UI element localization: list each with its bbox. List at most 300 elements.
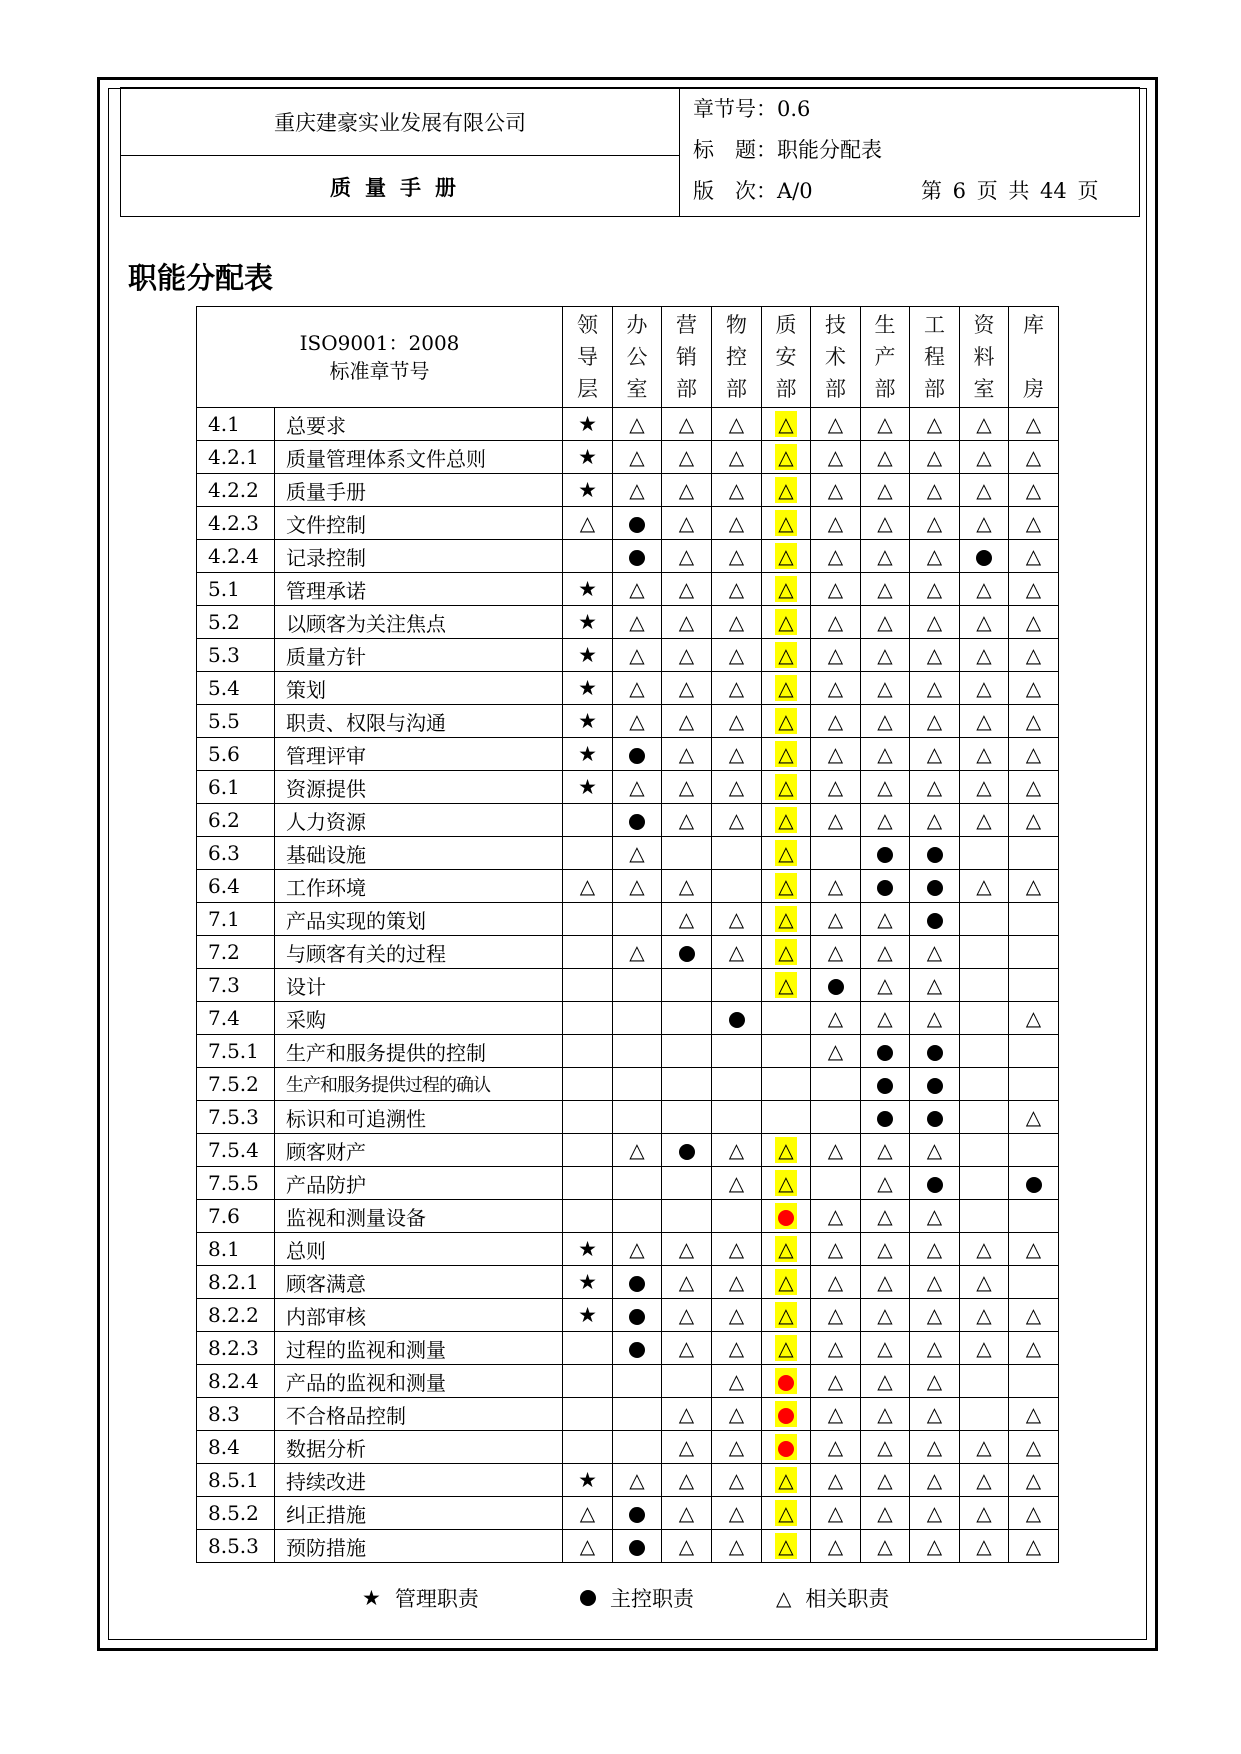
triangle-icon: △ [629, 676, 645, 700]
clause-number: 5.6 [197, 738, 275, 771]
responsibility-cell [861, 507, 910, 540]
table-row [197, 507, 1059, 540]
responsibility-cell [563, 1332, 613, 1365]
filled-circle-icon [679, 1144, 695, 1160]
clause-name: 生产和服务提供过程的确认 [275, 1068, 563, 1101]
responsibility-cell [563, 705, 613, 738]
table-row [197, 606, 1059, 639]
responsibility-cell [762, 573, 811, 606]
responsibility-cell [861, 1398, 910, 1431]
triangle-icon: △ [877, 1402, 893, 1426]
responsibility-cell [712, 1101, 762, 1134]
triangle-icon: △ [877, 577, 893, 601]
filled-circle-icon [629, 1342, 645, 1358]
highlighted-triangle-icon: △ [775, 411, 797, 437]
responsibility-cell [811, 969, 861, 1002]
triangle-icon: △ [827, 940, 844, 964]
responsibility-cell [960, 1464, 1009, 1497]
responsibility-cell [712, 507, 762, 540]
responsibility-cell [613, 1101, 662, 1134]
triangle-icon: △ [877, 1435, 893, 1459]
responsibility-cell [1009, 936, 1059, 969]
responsibility-cell [662, 606, 712, 639]
responsibility-cell [861, 705, 910, 738]
responsibility-cell [1009, 540, 1059, 573]
responsibility-cell [910, 771, 960, 804]
responsibility-cell [910, 1497, 960, 1530]
responsibility-cell [662, 1365, 712, 1398]
responsibility-cell [861, 1530, 910, 1563]
red-circle-icon [778, 1375, 794, 1391]
responsibility-cell [662, 1002, 712, 1035]
triangle-icon: △ [1025, 1336, 1042, 1360]
triangle-icon: △ [827, 1039, 844, 1063]
highlighted-triangle-icon: △ [775, 1533, 797, 1559]
department-header-char [1009, 341, 1058, 373]
responsibility-cell [910, 936, 960, 969]
star-icon: ★ [578, 709, 597, 733]
responsibility-cell [613, 738, 662, 771]
triangle-icon: △ [678, 1303, 695, 1327]
filled-circle-icon [927, 880, 943, 896]
clause-name: 基础设施 [275, 837, 563, 870]
filled-circle-icon [877, 1111, 893, 1127]
responsibility-cell [762, 1365, 811, 1398]
highlighted-red-circle-icon [775, 1401, 797, 1427]
responsibility-cell [613, 408, 662, 441]
triangle-icon: △ [728, 511, 745, 535]
responsibility-cell [811, 870, 861, 903]
responsibility-cell [613, 1365, 662, 1398]
clause-number: 7.4 [197, 1002, 275, 1035]
star-icon: ★ [578, 643, 597, 667]
clause-number: 7.5.2 [197, 1068, 275, 1101]
table-row [197, 1002, 1059, 1035]
department-header-char: 质 [775, 313, 797, 337]
responsibility-cell [910, 1200, 960, 1233]
responsibility-cell [762, 507, 811, 540]
responsibility-cell [662, 540, 712, 573]
filled-circle-icon [927, 1078, 943, 1094]
clause-name: 过程的监视和测量 [275, 1332, 563, 1365]
triangle-icon: △ [728, 577, 745, 601]
responsibility-cell [960, 507, 1009, 540]
responsibility-cell [811, 1530, 861, 1563]
triangle-icon: △ [728, 676, 745, 700]
responsibility-cell [861, 639, 910, 672]
triangle-icon: △ [728, 742, 745, 766]
triangle-icon: △ [926, 445, 943, 469]
responsibility-cell [960, 870, 1009, 903]
responsibility-cell [712, 1398, 762, 1431]
triangle-icon: △ [1025, 478, 1042, 502]
triangle-icon: △ [728, 412, 745, 436]
responsibility-cell [613, 1530, 662, 1563]
responsibility-cell [811, 1101, 861, 1134]
triangle-icon: △ [976, 1534, 992, 1558]
responsibility-cell [861, 1134, 910, 1167]
highlighted-triangle-icon: △ [775, 1170, 797, 1196]
star-icon: ★ [578, 412, 597, 436]
clause-name: 产品实现的策划 [275, 903, 563, 936]
filled-circle-icon [629, 1276, 645, 1292]
responsibility-cell [811, 639, 861, 672]
responsibility-cell [861, 1101, 910, 1134]
department-header-char: 室 [973, 377, 995, 401]
table-row [197, 705, 1059, 738]
triangle-icon: △ [728, 709, 745, 733]
responsibility-cell [910, 1299, 960, 1332]
highlighted-triangle-icon: △ [775, 1137, 797, 1163]
table-row [197, 1266, 1059, 1299]
table-row [197, 540, 1059, 573]
responsibility-cell [712, 1299, 762, 1332]
department-header-char: 资 [973, 313, 995, 337]
responsibility-cell [563, 1002, 613, 1035]
triangle-icon: △ [728, 1138, 745, 1162]
responsibility-cell [613, 1332, 662, 1365]
highlighted-triangle-icon: △ [775, 477, 797, 503]
responsibility-cell [910, 969, 960, 1002]
responsibility-cell [563, 1068, 613, 1101]
department-header-char: 办 [626, 313, 648, 337]
clause-number: 5.2 [197, 606, 275, 639]
responsibility-cell [613, 540, 662, 573]
triangle-icon: △ [1025, 412, 1042, 436]
responsibility-cell [960, 441, 1009, 474]
department-header [712, 307, 762, 408]
triangle-icon: △ [728, 1336, 745, 1360]
legend-item-management [362, 1583, 479, 1613]
responsibility-cell [563, 1233, 613, 1266]
responsibility-cell [910, 474, 960, 507]
triangle-icon: △ [678, 544, 695, 568]
responsibility-cell [1009, 1365, 1059, 1398]
triangle-icon: △ [827, 1270, 844, 1294]
triangle-icon: △ [1025, 1237, 1042, 1261]
responsibility-cell [861, 969, 910, 1002]
version: 版 次：A/0 [693, 179, 813, 203]
triangle-icon: △ [678, 1336, 695, 1360]
clause-name: 不合格品控制 [275, 1398, 563, 1431]
responsibility-cell [762, 1464, 811, 1497]
triangle-icon: △ [1025, 775, 1042, 799]
responsibility-cell [910, 441, 960, 474]
triangle-icon: △ [877, 1468, 893, 1492]
triangle-icon: △ [877, 1138, 893, 1162]
responsibility-cell [712, 1266, 762, 1299]
responsibility-cell [811, 903, 861, 936]
highlighted-triangle-icon: △ [775, 609, 797, 635]
highlighted-triangle-icon: △ [775, 1302, 797, 1328]
filled-circle-icon [679, 946, 695, 962]
responsibility-cell [662, 507, 712, 540]
department-header-char: 部 [775, 377, 797, 401]
responsibility-cell [960, 573, 1009, 606]
responsibility-cell [910, 804, 960, 837]
responsibility-cell [960, 738, 1009, 771]
responsibility-cell [662, 837, 712, 870]
manual-title: 质量手册 [330, 175, 470, 200]
responsibility-cell [762, 1530, 811, 1563]
table-row [197, 1365, 1059, 1398]
triangle-icon: △ [877, 808, 893, 832]
triangle-icon: △ [827, 709, 844, 733]
table-row [197, 738, 1059, 771]
responsibility-cell [910, 540, 960, 573]
clause-number: 7.1 [197, 903, 275, 936]
clause-number: 8.2.2 [197, 1299, 275, 1332]
responsibility-cell [1009, 1134, 1059, 1167]
department-header-char: 部 [825, 377, 846, 401]
triangle-icon: △ [877, 478, 893, 502]
triangle-icon: △ [877, 1303, 893, 1327]
star-icon: ★ [578, 1237, 597, 1261]
table-row [197, 1134, 1059, 1167]
clause-number: 8.3 [197, 1398, 275, 1431]
clause-name: 顾客财产 [275, 1134, 563, 1167]
highlighted-triangle-icon: △ [775, 510, 797, 536]
triangle-icon: △ [629, 412, 645, 436]
highlighted-triangle-icon: △ [775, 642, 797, 668]
responsibility-cell [910, 1068, 960, 1101]
responsibility-cell [712, 936, 762, 969]
responsibility-cell [811, 1332, 861, 1365]
responsibility-cell [1009, 1266, 1059, 1299]
responsibility-cell [662, 639, 712, 672]
clause-name: 管理承诺 [275, 573, 563, 606]
triangle-icon: △ [877, 1336, 893, 1360]
standard-header-line: ISO9001：2008 [299, 331, 460, 355]
responsibility-cell [563, 474, 613, 507]
triangle-icon: △ [976, 709, 992, 733]
triangle-icon: △ [579, 1501, 596, 1525]
responsibility-cell [1009, 573, 1059, 606]
responsibility-cell [811, 1398, 861, 1431]
clause-number: 5.1 [197, 573, 275, 606]
highlighted-triangle-icon: △ [775, 444, 797, 470]
responsibility-cell [712, 606, 762, 639]
triangle-icon: △ [629, 1237, 645, 1261]
department-header-char: 层 [577, 377, 598, 401]
department-header-char: 部 [924, 377, 945, 401]
responsibility-cell [960, 1530, 1009, 1563]
triangle-icon: △ [877, 676, 893, 700]
table-row [197, 639, 1059, 672]
triangle-icon: △ [728, 1303, 745, 1327]
triangle-icon: △ [877, 1006, 893, 1030]
responsibility-cell [910, 573, 960, 606]
triangle-icon: △ [827, 1435, 844, 1459]
responsibility-cell [712, 639, 762, 672]
document-header [120, 87, 1140, 217]
responsibility-cell [613, 969, 662, 1002]
responsibility-cell [1009, 837, 1059, 870]
triangle-icon: △ [877, 643, 893, 667]
triangle-icon: △ [629, 1468, 645, 1492]
triangle-icon: △ [678, 577, 695, 601]
triangle-icon: △ [629, 610, 645, 634]
star-icon: ★ [578, 445, 597, 469]
triangle-icon: △ [728, 544, 745, 568]
responsibility-cell [910, 408, 960, 441]
responsibility-cell [1009, 1233, 1059, 1266]
legend-label: 管理职责 [394, 1587, 479, 1611]
responsibility-cell [861, 1464, 910, 1497]
responsibility-cell [861, 870, 910, 903]
responsibility-cell [712, 1365, 762, 1398]
responsibility-cell [762, 1497, 811, 1530]
triangle-icon: △ [678, 445, 695, 469]
triangle-icon: △ [926, 1534, 943, 1558]
highlighted-triangle-icon: △ [775, 807, 797, 833]
responsibility-cell [712, 1464, 762, 1497]
responsibility-cell [712, 1134, 762, 1167]
triangle-icon: △ [678, 1468, 695, 1492]
triangle-icon: △ [926, 478, 943, 502]
triangle-icon: △ [728, 1402, 745, 1426]
responsibility-cell [910, 1134, 960, 1167]
responsibility-cell [811, 771, 861, 804]
responsibility-cell [861, 1200, 910, 1233]
responsibility-cell [1009, 804, 1059, 837]
triangle-icon: △ [1025, 1402, 1042, 1426]
responsibility-cell [762, 903, 811, 936]
triangle-icon: △ [728, 940, 745, 964]
triangle-icon: △ [877, 445, 893, 469]
responsibility-cell [811, 672, 861, 705]
triangle-icon: △ [678, 709, 695, 733]
responsibility-cell [563, 1299, 613, 1332]
triangle-icon: △ [877, 940, 893, 964]
triangle-icon: △ [877, 1204, 893, 1228]
responsibility-cell [762, 1299, 811, 1332]
responsibility-cell [762, 1233, 811, 1266]
triangle-icon: △ [1025, 1006, 1042, 1030]
responsibility-cell [910, 738, 960, 771]
responsibility-cell [861, 474, 910, 507]
responsibility-cell [960, 1134, 1009, 1167]
responsibility-cell [1009, 1332, 1059, 1365]
red-circle-icon [778, 1408, 794, 1424]
triangle-icon: △ [976, 808, 992, 832]
triangle-icon: △ [877, 610, 893, 634]
triangle-icon: △ [629, 940, 645, 964]
page-title: 职能分配表 [128, 261, 274, 295]
responsibility-cell [662, 672, 712, 705]
clause-number: 7.6 [197, 1200, 275, 1233]
responsibility-cell [712, 1431, 762, 1464]
responsibility-cell [712, 804, 762, 837]
responsibility-cell [1009, 1200, 1059, 1233]
clause-number: 7.5.3 [197, 1101, 275, 1134]
responsibility-cell [811, 1233, 861, 1266]
responsibility-cell [811, 1167, 861, 1200]
triangle-icon: △ [976, 412, 992, 436]
responsibility-cell [1009, 870, 1059, 903]
triangle-icon: △ [926, 1270, 943, 1294]
responsibility-cell [960, 474, 1009, 507]
star-icon: ★ [578, 577, 597, 601]
clause-number: 4.2.1 [197, 441, 275, 474]
responsibility-cell [662, 1398, 712, 1431]
triangle-icon: △ [877, 1534, 893, 1558]
triangle-icon: △ [1025, 610, 1042, 634]
triangle-icon: △ [926, 511, 943, 535]
triangle-icon: △ [976, 874, 992, 898]
responsibility-cell [861, 441, 910, 474]
responsibility-cell [662, 1101, 712, 1134]
responsibility-cell [662, 1530, 712, 1563]
responsibility-cell [662, 1068, 712, 1101]
responsibility-cell [910, 1002, 960, 1035]
triangle-icon: △ [926, 1369, 943, 1393]
highlighted-triangle-icon: △ [775, 1236, 797, 1262]
table-row [197, 1068, 1059, 1101]
responsibility-cell [613, 672, 662, 705]
table-row [197, 936, 1059, 969]
responsibility-cell [811, 936, 861, 969]
triangle-icon: △ [827, 1006, 844, 1030]
responsibility-cell [910, 1530, 960, 1563]
department-header [662, 307, 712, 408]
triangle-icon: △ [728, 1171, 745, 1195]
responsibility-cell [613, 1233, 662, 1266]
responsibility-cell [960, 1266, 1009, 1299]
responsibility-cell [960, 936, 1009, 969]
responsibility-cell [762, 870, 811, 903]
responsibility-cell [910, 903, 960, 936]
filled-circle-icon [629, 1540, 645, 1556]
clause-name: 顾客满意 [275, 1266, 563, 1299]
responsibility-cell [1009, 441, 1059, 474]
responsibility-cell [1009, 507, 1059, 540]
responsibility-cell [613, 1035, 662, 1068]
responsibility-cell [910, 1167, 960, 1200]
triangle-icon: △ [926, 1237, 943, 1261]
department-header-char: 领 [577, 313, 598, 337]
responsibility-table [196, 306, 1059, 1563]
responsibility-cell [960, 837, 1009, 870]
triangle-icon: △ [728, 1435, 745, 1459]
department-header-char: 生 [874, 313, 896, 337]
responsibility-cell [960, 1365, 1009, 1398]
responsibility-cell [811, 1299, 861, 1332]
responsibility-cell [910, 870, 960, 903]
department-header-char: 物 [726, 313, 747, 337]
responsibility-cell [563, 507, 613, 540]
responsibility-cell [712, 1035, 762, 1068]
department-header-char: 术 [825, 345, 846, 369]
responsibility-cell [563, 573, 613, 606]
triangle-icon: △ [926, 808, 943, 832]
responsibility-cell [662, 771, 712, 804]
responsibility-cell [662, 1266, 712, 1299]
responsibility-cell [861, 672, 910, 705]
responsibility-cell [712, 705, 762, 738]
table-row [197, 1035, 1059, 1068]
responsibility-cell [563, 408, 613, 441]
triangle-icon: △ [926, 1303, 943, 1327]
clause-number: 8.2.1 [197, 1266, 275, 1299]
responsibility-cell [1009, 639, 1059, 672]
star-icon: ★ [362, 1585, 381, 1610]
table-row [197, 1464, 1059, 1497]
clause-number: 7.5.5 [197, 1167, 275, 1200]
responsibility-cell [861, 573, 910, 606]
chapter-number: 章节号：0.6 [693, 97, 811, 121]
triangle-icon: △ [976, 1435, 992, 1459]
